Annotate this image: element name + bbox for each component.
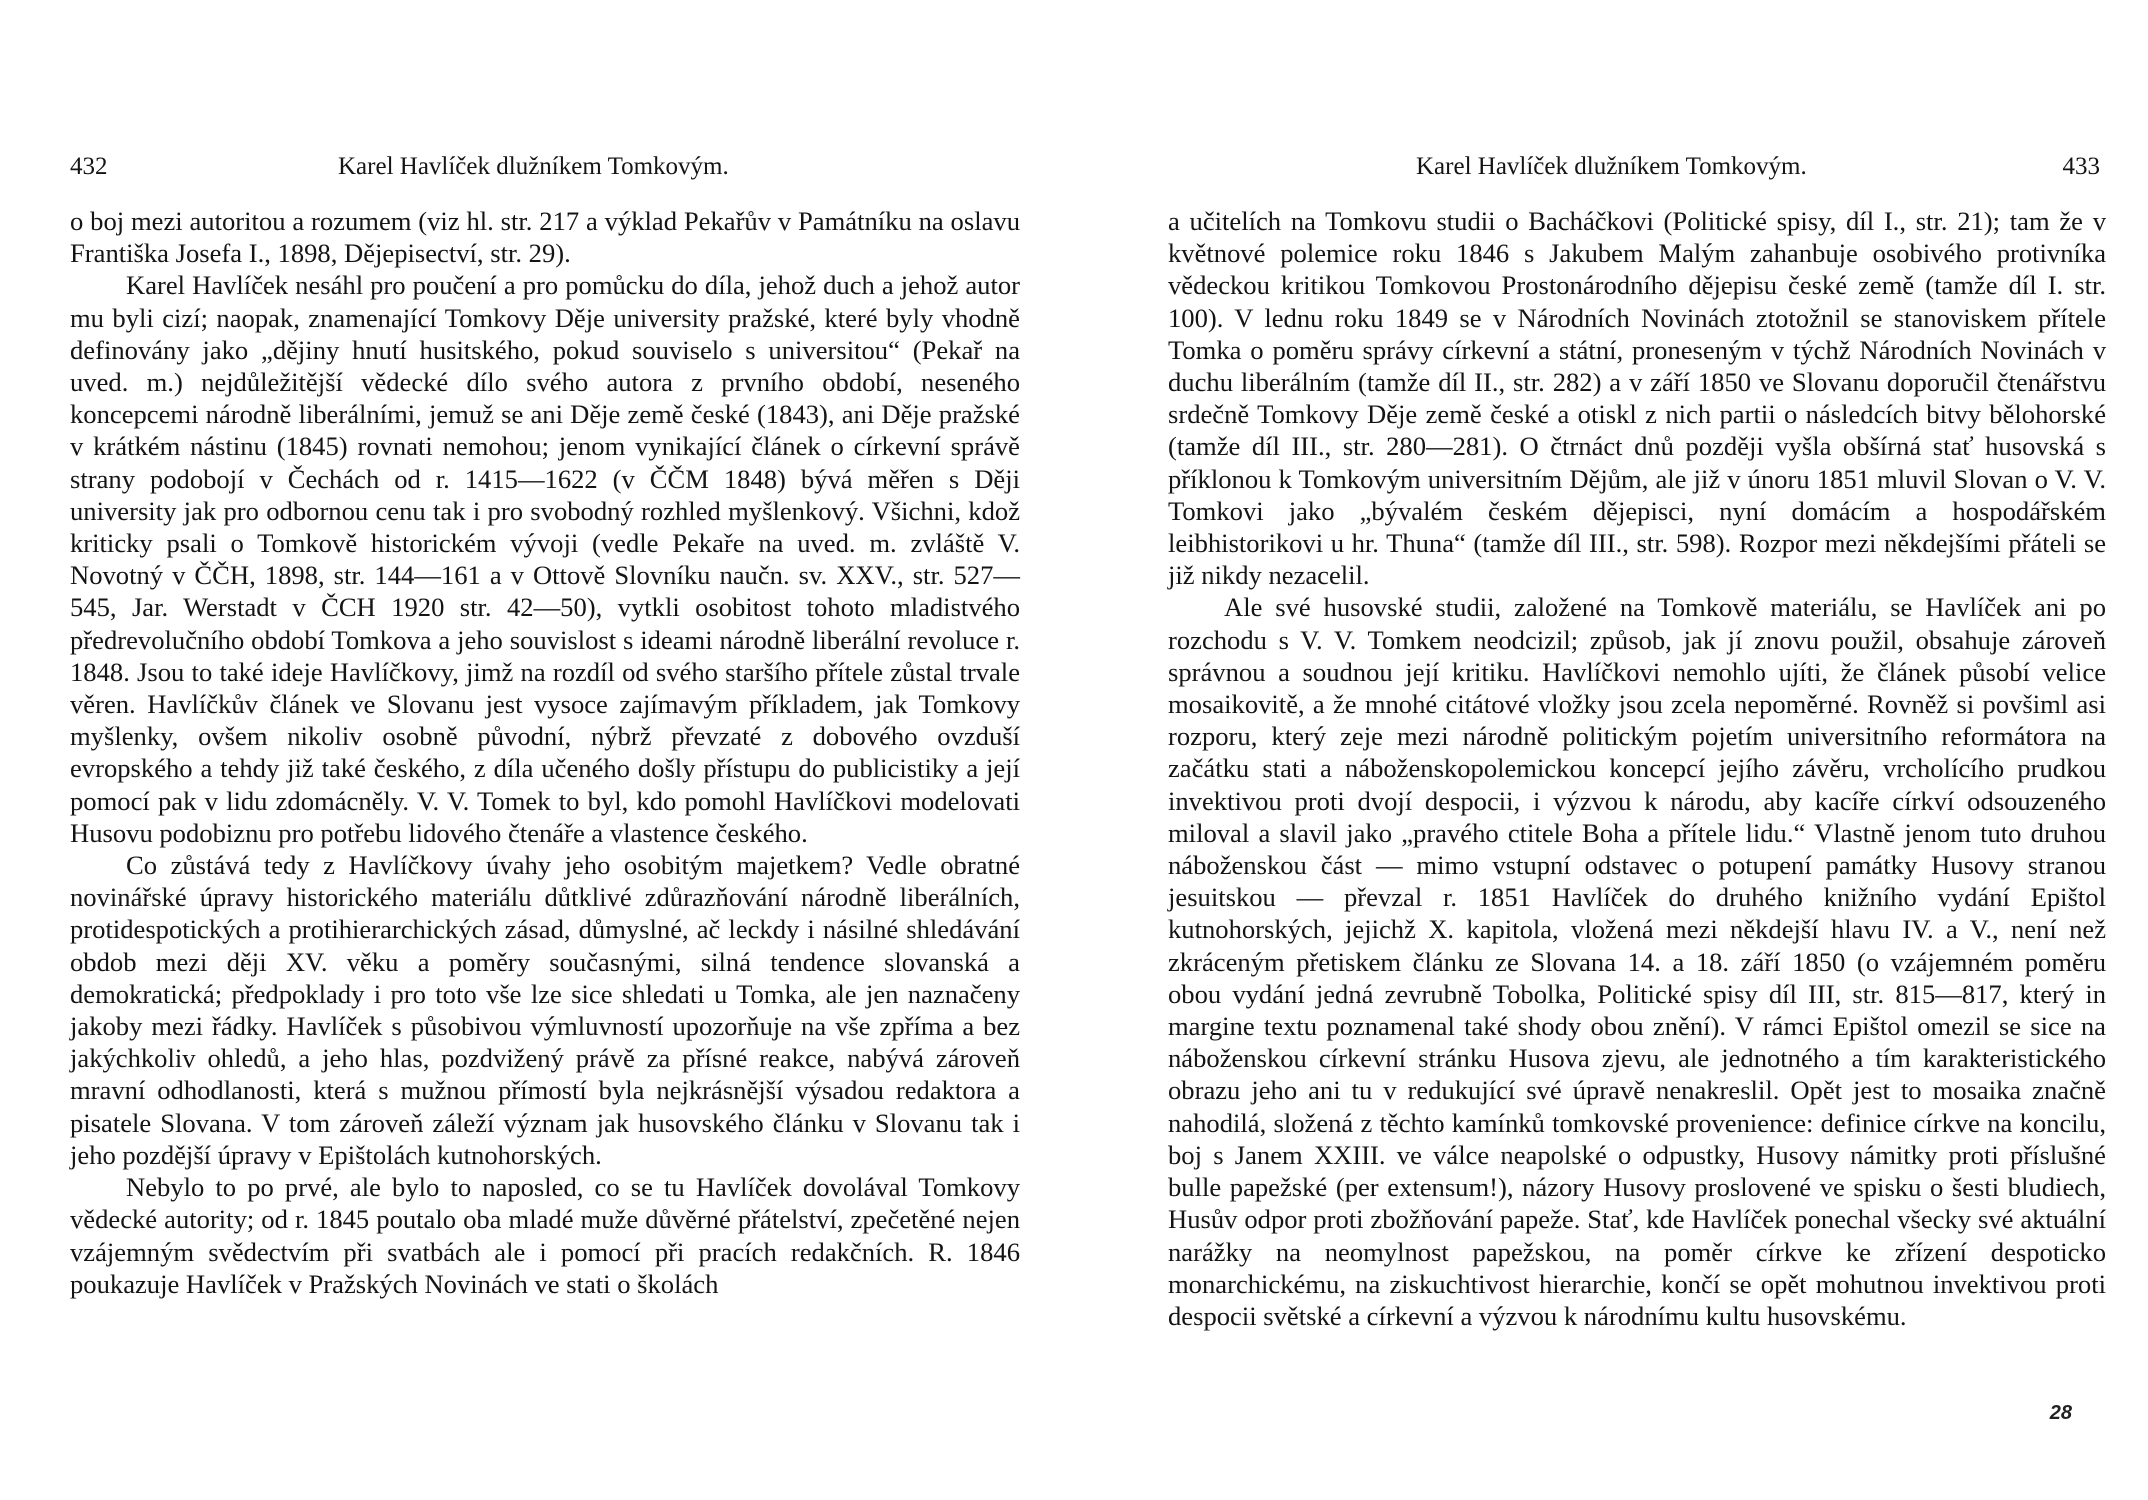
body-text [70, 205, 1020, 1300]
right-page [1168, 0, 2106, 1500]
paragraph: Co zůstává tedy z Havlíčkovy úvahy jeho osobitým majetkem? Vedle obratné novinářské úpravy historického materiálu důtklivé zdůrazňování národně liberálních, protidespotických a protihierarchických zásad, důmyslné, ač leckdy i násilné shledávání obdob mezi ději XV. věku a poměry současnými, silná tendence slovanská a demokratická; předpoklady i pro toto vše lze sice shledati u Tomka, ale jen naznačeny jakoby mezi řádky. Havlíček s působivou výmluvností upozorňuje na vše zpříma a bez jakýchkoliv ohledů, a jeho hlas, pozdvižený právě za přísné reakce, nabývá zároveň mravní odhodlanosti, která s mužnou přímostí byla nejkrásnější výsadou redaktora a pisatele Slovana. V tom zároveň záleží význam jak husovského článku v Slovanu tak i jeho pozdější úpravy v Epištolách kutnohorských. [70, 850, 1020, 1170]
paragraph: o boj mezi autoritou a rozumem (viz hl. str. 217 a výklad Pekařův v Památníku na oslavu Františka Josefa I., 1898, Dějepisectví, str. 29). [70, 206, 1020, 269]
signature-mark: 28 [2049, 1402, 2072, 1424]
page-number: 433 [2062, 153, 2100, 180]
running-head [70, 150, 1020, 184]
left-page [70, 0, 1020, 1500]
page-number: 432 [70, 153, 108, 180]
paragraph: Ale své husovské studii, založené na Tomkově materiálu, se Havlíček ani po rozchodu s V. V. Tomkem neodcizil; způsob, jak jí znovu použil, obsahuje zároveň správnou a soudnou její kritiku. Havlíčkovi nemohlo ujíti, že článek působí velice mosaikovitě, a že mnohé citátové vložky jsou zcela nepoměrné. Rovněž si povšiml asi rozporu, který zeje mezi národně politickým pojetím universitního reformátora na začátku stati a náboženskopolemickou koncepcí jejího závěru, vrcholícího prudkou invektivou proti dvojí despocii, i výzvou k národu, aby kacíře církví odsouzeného miloval a slavil jako „pravého ctitele Boha a přítele lidu.“ Vlastně jenom tuto druhou náboženskou část — mimo vstupní odstavec o potupení památky Husovy stranou jesuitskou — převzal r. 1851 Havlíček do druhého knižního vydání Epištol kutnohorských, jejichž X. kapitola, vložená mezi někdejší hlavu IV. a V., není než zkráceným přetiskem článku ze Slovana 14. a 18. září 1850 (o vzájemném poměru obou vydání jedná zevrubně Tobolka, Politické spisy díl III, str. 815—817, který in margine textu poznamenal také shody obou znění). V rámci Epištol omezil se sice na náboženskou církevní stránku Husova zjevu, ale jednotného a tím karakteristického obrazu jeho ani tu v redukující své úpravě nenakreslil. Opět jest to mosaika značně nahodilá, složená z těchto kamínků tomkovské provenience: definice církve na koncilu, boj s Janem XXIII. ve válce neapolské o odpustky, Husovy námitky proti příslušné bulle papežské (per extensum!), názory Husovy proslovené ve spisku o šesti bludiech, Husův odpor proti zbožňování papeže. Stať, kde Havlíček ponechal všecky své aktuální narážky na neomylnost papežskou, na poměr církve ke zřízení despoticko monarchickému, na ziskuchtivost hierarchie, končí se opět mohutnou invektivou proti despocii světské a církevní a výzvou k národnímu kultu husovskému. [1168, 592, 2106, 1331]
running-head [1168, 150, 2106, 184]
paragraph: Nebylo to po prvé, ale bylo to naposled, co se tu Havlíček dovolával Tomkovy vědecké autority; od r. 1845 poutalo oba mladé muže důvěrné přátelství, zpečetěné nejen vzájemným svědectvím při svatbách ale i pomocí při pracích redakčních. R. 1846 poukazuje Havlíček v Pražských Novinách ve stati o školách [70, 1172, 1020, 1299]
body-text [1168, 205, 2106, 1332]
paragraph: Karel Havlíček nesáhl pro poučení a pro pomůcku do díla, jehož duch a jehož autor mu byli cizí; naopak, znamenající Tomkovy Děje university pražské, které byly vhodně definovány jako „dějiny hnutí husitského, pokud souviselo s universitou“ (Pekař na uved. m.) nejdůležitější vědecké dílo svého autora z prvního období, neseného koncepcemi národně liberálními, jemuž se ani Děje země české (1843), ani Děje pražské v krátkém nástinu (1845) rovnati nemohou; jenom vynikající článek o církevní správě strany podobojí v Čechách od r. 1415—1622 (v ČČM 1848) bývá měřen s Ději university jak pro odbornou cenu tak i pro svobodný rozhled myšlenkový. Všichni, kdož kriticky psali o Tomkově historickém vývoji (vedle Pekaře na uved. m. zvláště V. Novotný v ČČH, 1898, str. 144—161 a v Ottově Slovníku naučn. sv. XXV., str. 527—545, Jar. Werstadt v ČCH 1920 str. 42—50), vytkli osobitost tohoto mladistvého předrevolučního období Tomkova a jeho souvislost s ideami národně liberální revoluce r. 1848. Jsou to také ideje Havlíčkovy, jimž na rozdíl od svého staršího přítele zůstal trvale věren. Havlíčkův článek ve Slovanu jest vysoce zajímavým příkladem, jak Tomkovy myšlenky, ovšem nikoliv osobně původní, nýbrž převzaté z dobového ovzduší evropského a tehdy již také českého, z díla učeného došly přístupu do publicistiky a její pomocí pak v lidu zdomácněly. V. V. Tomek to byl, kdo pomohl Havlíčkovi modelovati Husovu podobiznu pro potřebu lidového čtenáře a vlastence českého. [70, 270, 1020, 848]
paragraph: a učitelích na Tomkovu studii o Bacháčkovi (Politické spisy, díl I., str. 21); tam že v květnové polemice roku 1846 s Jakubem Malým zahanbuje osobivého protivníka vědeckou kritikou Tomkovou Prostonárodního dějepisu české země (tamže díl I. str. 100). V lednu roku 1849 se v Národních Novinách ztotožnil se stanoviskem přítele Tomka o poměru správy církevní a státní, proneseným v týchž Národních Novinách v duchu liberálním (tamže díl II., str. 282) a v září 1850 ve Slovanu doporučil čtenářstvu srdečně Tomkovy Děje země české a otiskl z nich partii o následcích bitvy bělohorské (tamže díl III., str. 280—281). O čtrnáct dnů později vyšla obšírná stať husovská s příklonou k Tomkovým universitním Dějům, ale již v únoru 1851 mluvil Slovan o V. V. Tomkovi jako „bývalém českém dějepisci, nyní domácím a hospodářském leibhistorikovi u hr. Thuna“ (tamže díl III., str. 598). Rozpor mezi někdejšími přáteli se již nikdy nezacelil. [1168, 206, 2106, 591]
running-title: Karel Havlíček dlužníkem Tomkovým. [338, 153, 729, 180]
running-title: Karel Havlíček dlužníkem Tomkovým. [1416, 153, 1807, 180]
